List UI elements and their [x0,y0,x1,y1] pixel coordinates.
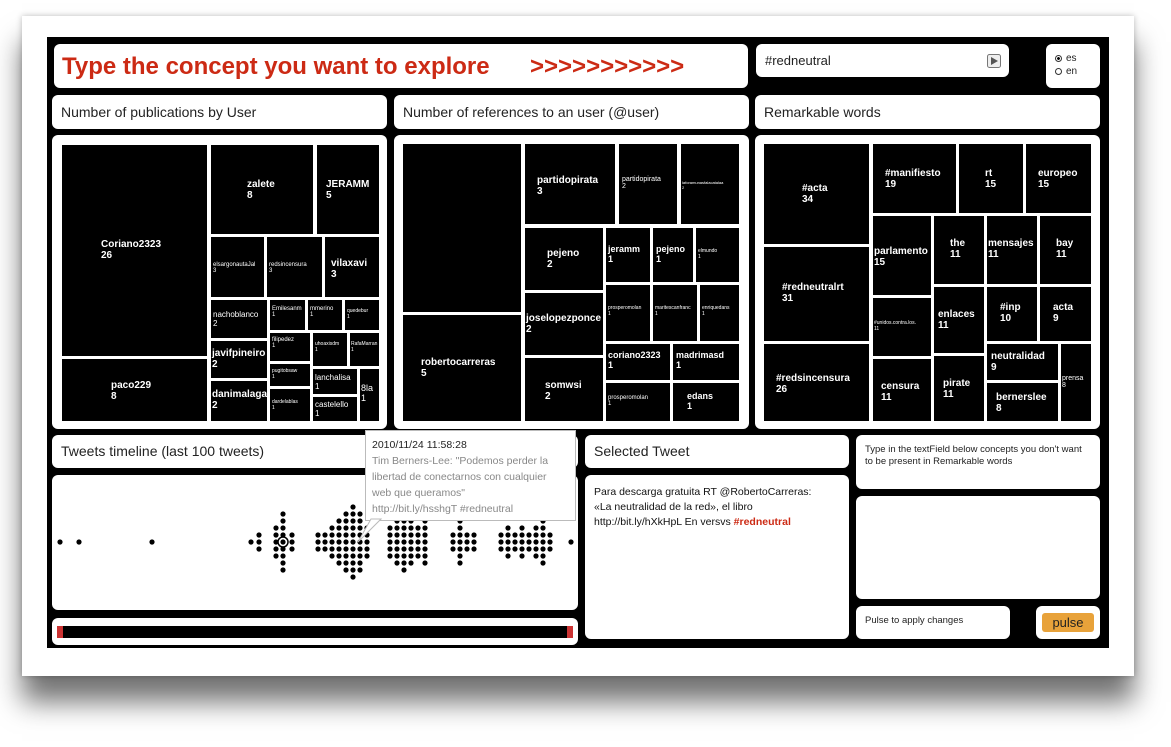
treemap-cell[interactable]: bernerslee 8 [987,383,1058,421]
tweet-dot[interactable] [422,546,427,551]
tweet-dot[interactable] [401,532,406,537]
treemap-cell[interactable]: dardelablas 1 [270,389,310,421]
words-treemap [755,135,1100,429]
tweet-dot[interactable] [394,553,399,558]
tweet-dot[interactable] [505,553,510,558]
tweet-dot[interactable] [401,553,406,558]
treemap-cell[interactable]: filipedez 1 [270,333,310,361]
tweet-dot[interactable] [280,553,285,558]
radio-selected-icon[interactable] [1055,55,1062,62]
tweet-dot[interactable] [540,560,545,565]
tweet-dot[interactable] [343,567,348,572]
tweet-dot[interactable] [336,518,341,523]
treemap-cell[interactable]: prosperomolan 1 [606,285,650,341]
references-treemap [394,135,749,429]
scrollbar-track[interactable] [57,626,573,638]
tweet-dot[interactable] [450,539,455,544]
tweet-dot[interactable] [457,532,462,537]
tweet-dot[interactable] [401,567,406,572]
tweet-dot[interactable] [336,532,341,537]
treemap-cell[interactable]: pugitobsaw 1 [270,364,310,386]
tweet-dot[interactable] [547,539,552,544]
treemap-cell[interactable]: pirate 11 [934,356,984,421]
tweet-dot[interactable] [350,560,355,565]
treemap-cell[interactable]: robertocarreras 5 [403,315,521,421]
tweet-dot[interactable] [394,532,399,537]
treemap-cell[interactable]: nachoblanco 2 [211,300,267,338]
treemap-cell[interactable]: coriano2323 1 [606,344,670,380]
tweet-dot[interactable] [57,539,62,544]
tweet-dot[interactable] [415,532,420,537]
tweet-dot[interactable] [322,546,327,551]
tweet-dot[interactable] [350,574,355,579]
tweet-dot[interactable] [519,532,524,537]
tweet-dot[interactable] [505,532,510,537]
treemap-cell[interactable]: rt 15 [959,144,1023,213]
treemap-cell[interactable]: zalete 8 [211,145,313,234]
tweet-dot[interactable] [273,553,278,558]
tweet-dot[interactable] [364,553,369,558]
tweet-dot[interactable] [387,539,392,544]
tweet-dot[interactable] [357,553,362,558]
treemap-cell[interactable]: maritescanfranc 1 [653,285,697,341]
language-selector[interactable] [1046,44,1100,88]
treemap-cell[interactable]: jeramm 1 [606,228,650,282]
tweet-dot[interactable] [280,539,285,544]
tweet-dot[interactable] [415,553,420,558]
tooltip-date: 2010/11/24 11:58:28 [372,439,467,451]
tweet-dot[interactable] [280,518,285,523]
tweet-dot[interactable] [540,553,545,558]
tweet-dot[interactable] [547,532,552,537]
tweet-dot[interactable] [364,546,369,551]
tweet-dot[interactable] [322,539,327,544]
treemap-cell[interactable]: pejeno 2 [525,228,603,290]
search-input[interactable]: #redneutral [765,53,831,68]
tweet-dot[interactable] [505,539,510,544]
tweet-dot[interactable] [343,553,348,558]
tweet-dot[interactable] [498,539,503,544]
tweet-dot[interactable] [533,553,538,558]
tweet-dot[interactable] [289,532,294,537]
treemap-cell[interactable]: RafaMarran 1 [350,333,379,366]
tweet-text [594,515,840,530]
tweet-dot[interactable] [526,539,531,544]
treemap-cell[interactable]: #redneutralrt 31 [764,247,869,341]
tweet-dot[interactable] [471,532,476,537]
tweet-dot[interactable] [387,553,392,558]
tweet-dot[interactable] [256,539,261,544]
treemap-cell[interactable]: acta 9 [1040,287,1091,341]
words-header: Remarkable words [755,95,1100,129]
tweet-dot[interactable] [315,546,320,551]
treemap-cell[interactable]: 8la 1 [360,369,379,421]
tweet-dot[interactable] [408,539,413,544]
selected-tweet-header: Selected Tweet [585,435,849,468]
tweet-dot[interactable] [422,525,427,530]
tweet-dot[interactable] [315,539,320,544]
lang-option-es[interactable] [1055,53,1077,64]
exclude-textfield[interactable] [856,496,1100,599]
tweet-dot[interactable] [248,539,253,544]
treemap-cell[interactable]: #inp 10 [987,287,1037,341]
lang-label: en [1066,66,1078,77]
tweet-dot[interactable] [533,539,538,544]
tweet-dot[interactable] [357,511,362,516]
tweet-dot[interactable] [329,546,334,551]
tooltip-pointer [354,517,384,547]
search-box[interactable] [756,44,1009,77]
tweet-dot[interactable] [547,546,552,551]
timeline-scrollbar[interactable] [52,618,578,645]
tweet-dot[interactable] [357,567,362,572]
treemap-cell[interactable]: pejeno 1 [653,228,693,282]
tweet-dot[interactable] [519,546,524,551]
tweet-dot[interactable] [394,560,399,565]
tweet-dot[interactable] [149,539,154,544]
treemap-cell[interactable]: #unidos.contra.los. 11 [873,298,931,356]
tooltip-text: libertad de conectarnos con cualquier [372,471,547,483]
tweet-dot[interactable] [415,546,420,551]
treemap-cell[interactable]: prensa 8 [1061,344,1091,421]
tweet-dot[interactable] [280,511,285,516]
tweet-dot[interactable] [394,546,399,551]
treemap-cell[interactable]: europeo 15 [1026,144,1091,213]
tweet-dot[interactable] [256,532,261,537]
treemap-cell[interactable]: elsargonautaJal 3 [211,237,264,297]
tweet-dot[interactable] [256,546,261,551]
tweet-dot[interactable] [450,532,455,537]
tweet-dot[interactable] [464,539,469,544]
tweet-dot[interactable] [408,553,413,558]
tweet-dot[interactable] [387,532,392,537]
treemap-cell[interactable]: somwsi 2 [525,358,603,421]
radio-icon[interactable] [1055,68,1062,75]
treemap-cell[interactable]: parlamento 15 [873,216,931,295]
tweet-dot[interactable] [315,532,320,537]
treemap-cell[interactable]: enriquedans 1 [700,285,739,341]
treemap-cell[interactable]: bay 11 [1040,216,1091,284]
tweet-dot[interactable] [540,525,545,530]
tweet-dot[interactable] [401,546,406,551]
publications-header: Number of publications by User [52,95,387,129]
tweet-dot[interactable] [343,525,348,530]
tweet-dot[interactable] [519,539,524,544]
tweet-dot[interactable] [464,532,469,537]
tweet-dot[interactable] [540,532,545,537]
tweet-dot[interactable] [329,553,334,558]
tweet-dot[interactable] [357,560,362,565]
tweet-dot[interactable] [533,546,538,551]
tweet-dot[interactable] [350,511,355,516]
tweet-dot[interactable] [401,539,406,544]
tweet-dot[interactable] [408,546,413,551]
tweet-dot[interactable] [280,560,285,565]
tweet-dot[interactable] [519,525,524,530]
tweet-dot[interactable] [568,539,573,544]
tweet-dot[interactable] [401,560,406,565]
tweet-text: «La neutralidad de la red», el libro [594,501,753,513]
tweet-dot[interactable] [357,546,362,551]
treemap-cell[interactable]: partidopirata 3 [525,144,615,224]
treemap-cell[interactable]: castelello 1 [313,397,357,421]
tooltip-link: http://bit.ly/hsshgT #redneutral [372,503,514,515]
lang-label: es [1066,53,1077,64]
tweet-dot[interactable] [329,539,334,544]
treemap-cell[interactable]: redsincensura 3 [267,237,322,297]
tweet-dot[interactable] [422,532,427,537]
tweet-dot[interactable] [422,560,427,565]
play-icon[interactable] [987,54,1001,68]
treemap-cell[interactable]: partidopirata 2 [619,144,677,224]
tweet-dot[interactable] [280,525,285,530]
tweet-dot[interactable] [526,546,531,551]
tweet-dot[interactable] [289,546,294,551]
treemap-cell[interactable]: Coriano2323 26 [62,145,207,356]
tweet-dot[interactable] [422,539,427,544]
tweet-dot[interactable] [457,546,462,551]
tweet-text: Para descarga gratuita RT @RobertoCarreras: [594,486,812,498]
treemap-cell[interactable] [403,144,521,312]
treemap-cell[interactable]: lanchalisa 1 [313,369,357,394]
tweet-dot[interactable] [350,546,355,551]
tweet-dot[interactable] [76,539,81,544]
tweet-tooltip [365,430,576,521]
tweet-dot[interactable] [280,567,285,572]
lang-option-en[interactable] [1055,66,1077,77]
tweet-dot[interactable] [540,539,545,544]
selected-tweet-panel [585,475,849,639]
tweet-dot[interactable] [350,567,355,572]
tweet-dot[interactable] [336,560,341,565]
tweet-dot[interactable] [498,546,503,551]
apply-label: Pulse to apply changes [865,615,964,626]
publications-treemap [52,135,387,429]
prompt-arrows: >>>>>>>>>>> [530,53,685,80]
tweet-dot[interactable] [464,546,469,551]
tweet-dot[interactable] [457,525,462,530]
app-window [47,37,1109,648]
tweet-dot[interactable] [343,546,348,551]
tweet-dot[interactable] [387,525,392,530]
tweet-dot[interactable] [498,532,503,537]
tweet-dot[interactable] [422,553,427,558]
treemap-cell[interactable]: edans 1 [673,383,739,421]
treemap-cell[interactable]: javifpineiro 2 [211,341,267,378]
tweet-dot[interactable] [471,539,476,544]
tweet-dot[interactable] [394,539,399,544]
exclude-instructions [856,435,1100,489]
tweet-dot[interactable] [329,532,334,537]
tweet-dot[interactable] [408,532,413,537]
treemap-cell[interactable]: elmundo 1 [696,228,739,282]
tweet-dot[interactable] [343,560,348,565]
treemap-cell[interactable]: #redsincensura 26 [764,344,869,421]
tweet-dot[interactable] [343,539,348,544]
tweet-dot[interactable] [387,546,392,551]
tweet-dot[interactable] [336,539,341,544]
tweet-dot[interactable] [343,532,348,537]
tweet-dot[interactable] [540,546,545,551]
timeline-header: Tweets timeline (last 100 tweets) [52,435,578,468]
tweet-dot[interactable] [408,525,413,530]
tweet-dot[interactable] [533,532,538,537]
tweet-dot[interactable] [408,560,413,565]
references-header: Number of references to an user (@user) [394,95,749,129]
tweet-dot[interactable] [394,525,399,530]
tweet-dot[interactable] [512,532,517,537]
tweet-dot[interactable] [505,525,510,530]
tweet-dot[interactable] [457,560,462,565]
tweet-hashtag[interactable]: #redneutral [733,516,791,528]
treemap-cell[interactable]: mmerino 1 [308,300,342,330]
tweet-dot[interactable] [457,539,462,544]
tweet-dot[interactable] [273,546,278,551]
tweet-dot[interactable] [415,525,420,530]
treemap-cell[interactable]: laforamunasfalacatalaa 2 [681,144,739,224]
treemap-cell[interactable]: JERAMM 5 [317,145,379,234]
tweet-dot[interactable] [415,539,420,544]
tooltip-text: web que queramos" [372,487,466,499]
treemap-cell[interactable]: the 11 [934,216,984,284]
treemap-cell[interactable]: mensajes 11 [987,216,1037,284]
tweet-dot[interactable] [526,532,531,537]
tweet-dot[interactable] [519,553,524,558]
tooltip-text: Tim Berners-Lee: "Podemos perder la [372,455,549,467]
tweet-dot[interactable] [322,532,327,537]
pulse-button[interactable]: pulse [1042,613,1094,632]
tweet-dot[interactable] [505,546,510,551]
prompt-banner [54,44,748,88]
tweet-dot[interactable] [350,504,355,509]
tweet-dot[interactable] [512,539,517,544]
tweet-link[interactable]: http://bit.ly/hXkHpL En versvs [594,516,734,528]
tweet-dot[interactable] [512,546,517,551]
treemap-cell[interactable]: vilaxavi 3 [325,237,379,297]
tweet-dot[interactable] [457,553,462,558]
instructions-text: Type in the textField below concepts you don't want to be present in Remarkable words [865,444,1082,467]
tweet-dot[interactable] [343,518,348,523]
treemap-cell[interactable]: enlaces 11 [934,287,984,353]
treemap-cell[interactable]: neutralidad 9 [987,344,1058,380]
tweet-dot[interactable] [336,525,341,530]
prompt-text: Type the concept you want to explore [62,53,490,80]
treemap-cell[interactable]: #acta 34 [764,144,869,244]
treemap-cell[interactable]: #manifiesto 19 [873,144,956,213]
tweet-dot[interactable] [336,546,341,551]
tweet-dot[interactable] [329,525,334,530]
tweet-dot[interactable] [533,525,538,530]
pulse-button-box [1036,606,1100,639]
treemap-cell[interactable]: madrimasd 1 [673,344,739,380]
treemap-cell[interactable]: censura 11 [873,359,931,421]
tweet-dot[interactable] [343,511,348,516]
tweet-dot[interactable] [273,532,278,537]
tweet-dot[interactable] [289,539,294,544]
treemap-cell[interactable]: paco229 8 [62,359,207,421]
tweet-dot[interactable] [273,525,278,530]
tweet-dot[interactable] [401,525,406,530]
tweet-dot[interactable] [336,553,341,558]
treemap-cell[interactable]: quedebur 1 [345,300,379,330]
apply-changes-label-box [856,606,1010,639]
treemap-cell[interactable]: uhoaxisdm 1 [313,333,347,366]
tweet-dot[interactable] [450,546,455,551]
tweet-dot[interactable] [471,546,476,551]
treemap-cell[interactable]: Emilesanm 1 [270,300,305,330]
treemap-cell[interactable]: joselopezponce 2 [525,293,603,355]
tweet-dot[interactable] [350,553,355,558]
treemap-cell[interactable]: prosperomolan 1 [606,383,670,421]
treemap-cell[interactable]: danimalaga 2 [211,381,267,421]
